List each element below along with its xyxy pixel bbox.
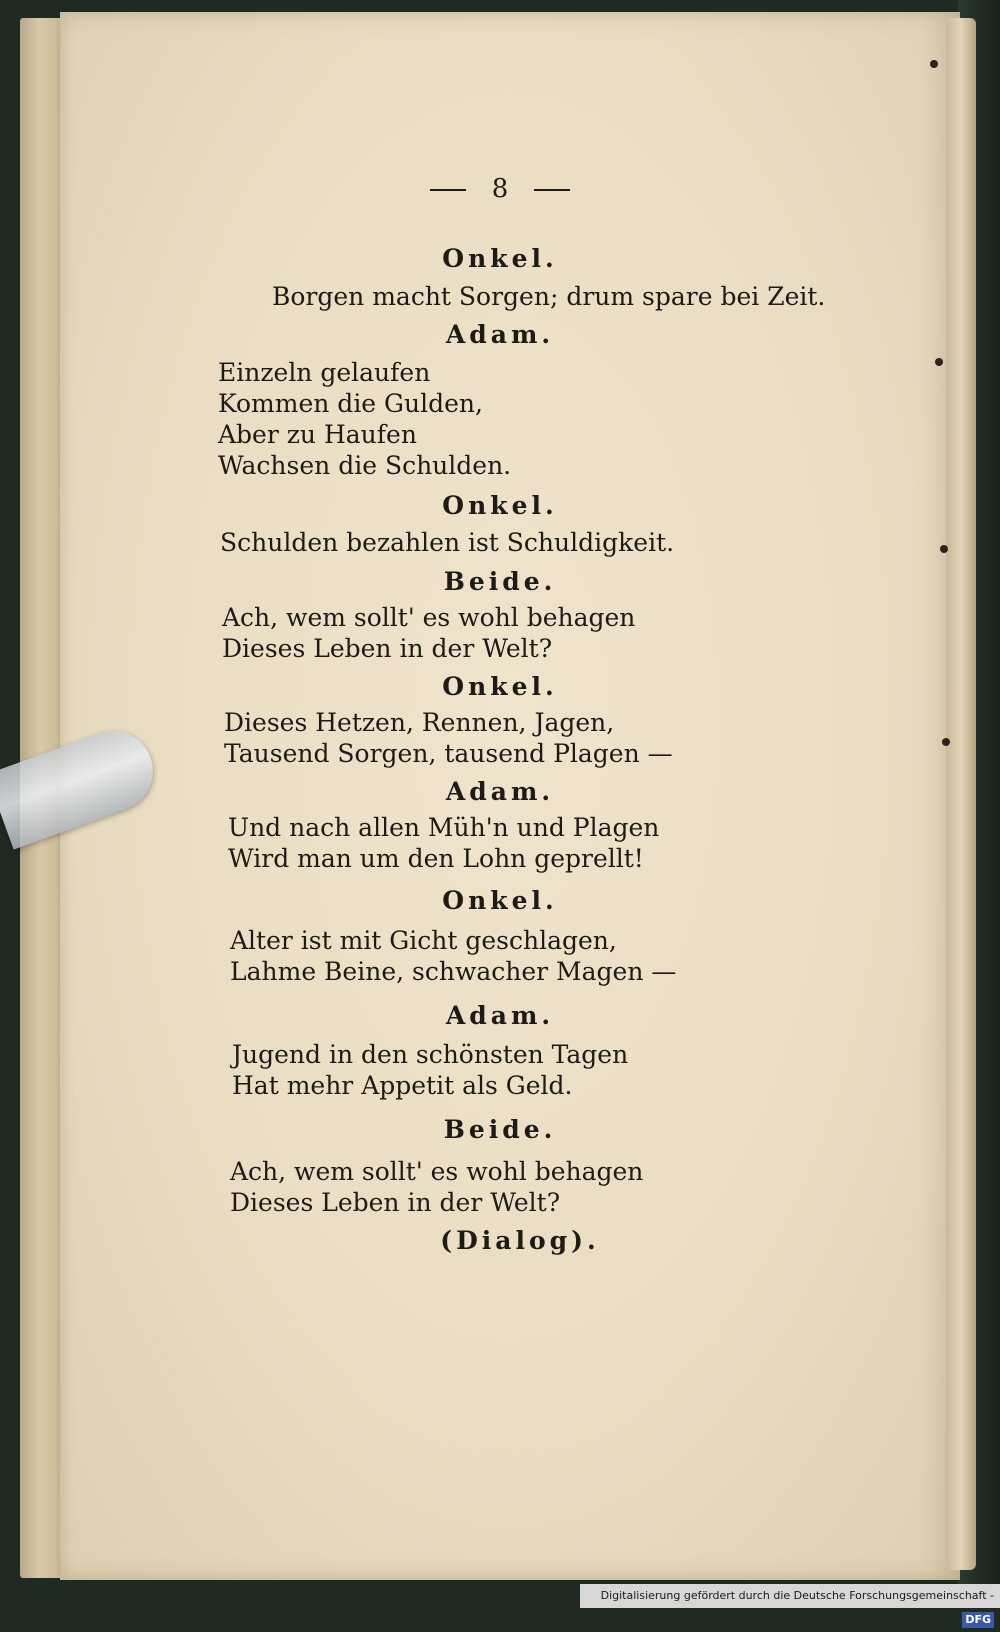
speaker-heading: Onkel. xyxy=(442,672,558,701)
dfg-logo: DFG xyxy=(962,1612,994,1628)
speaker-heading: Adam. xyxy=(445,320,555,349)
verse-line: Und nach allen Müh'n und Plagen xyxy=(228,813,660,842)
verse-line: Borgen macht Sorgen; drum spare bei Zeit. xyxy=(272,282,826,311)
speaker-heading: Onkel. xyxy=(442,886,558,915)
verse-line: Alter ist mit Gicht geschlagen, xyxy=(230,926,617,955)
verse-line: Lahme Beine, schwacher Magen — xyxy=(230,957,677,986)
verse-line: Schulden bezahlen ist Schuldigkeit. xyxy=(220,528,675,557)
verse-line: Ach, wem sollt' es wohl behagen xyxy=(230,1157,644,1186)
page-number: 8 xyxy=(0,174,1000,204)
verse-line: Einzeln gelaufen xyxy=(218,358,431,387)
digitization-credit: Digitalisierung gefördert durch die Deutsche Forschungsgemeinschaft -DFG xyxy=(580,1584,1000,1608)
dash xyxy=(430,189,466,191)
stage-direction: (Dialog). xyxy=(440,1226,600,1255)
dash xyxy=(534,189,570,191)
verse-line: Wird man um den Lohn geprellt! xyxy=(228,844,644,873)
verse-line: Aber zu Haufen xyxy=(218,420,417,449)
verse-line: Dieses Leben in der Welt? xyxy=(222,634,553,663)
speaker-heading: Onkel. xyxy=(442,491,558,520)
speaker-heading: Beide. xyxy=(443,1115,557,1144)
verse-line: Hat mehr Appetit als Geld. xyxy=(232,1071,573,1100)
speaker-heading: Adam. xyxy=(445,777,555,806)
speaker-heading: Onkel. xyxy=(442,244,558,273)
verse-line: Dieses Leben in der Welt? xyxy=(230,1188,561,1217)
verse-line: Ach, wem sollt' es wohl behagen xyxy=(222,603,636,632)
verse-line: Kommen die Gulden, xyxy=(218,389,483,418)
verse-line: Wachsen die Schulden. xyxy=(218,451,512,480)
verse-line: Dieses Hetzen, Rennen, Jagen, xyxy=(224,708,615,737)
verse-line: Tausend Sorgen, tausend Plagen — xyxy=(224,739,673,768)
verse-line: Jugend in den schönsten Tagen xyxy=(232,1040,629,1069)
speaker-heading: Adam. xyxy=(445,1001,555,1030)
speaker-heading: Beide. xyxy=(443,567,557,596)
